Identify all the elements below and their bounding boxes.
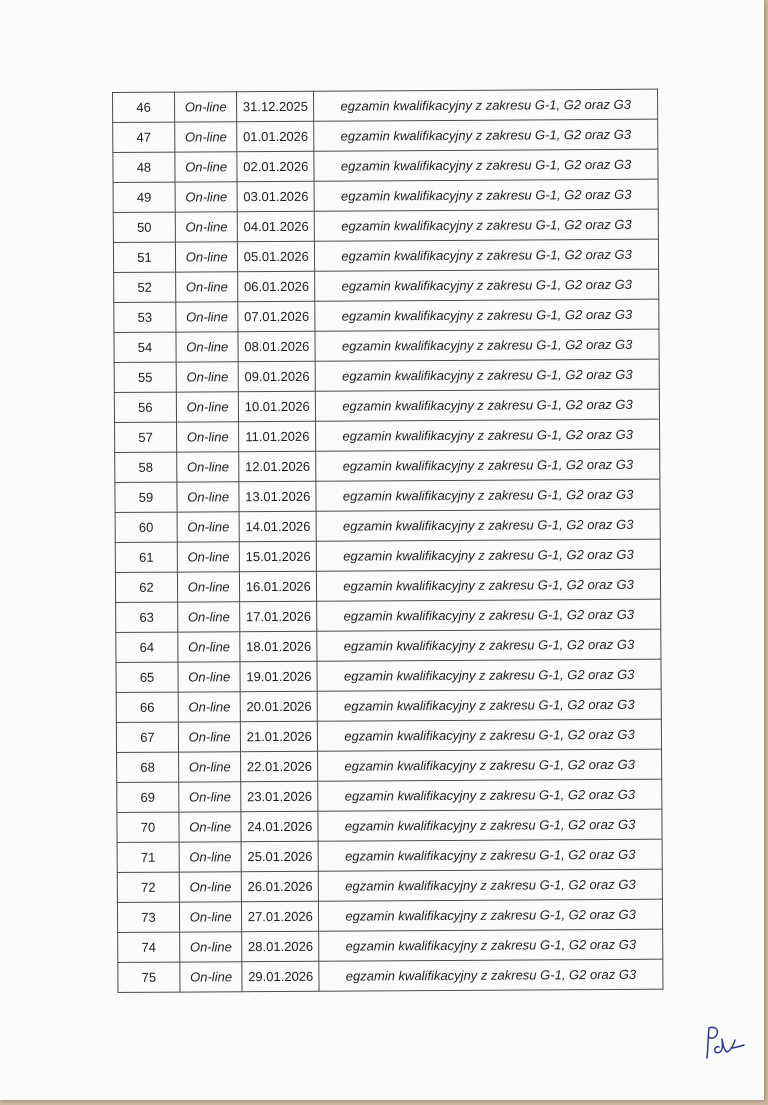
exam-date: 27.01.2026 bbox=[242, 901, 319, 931]
table-row bbox=[117, 869, 662, 902]
table-row bbox=[116, 719, 661, 752]
exam-date: 17.01.2026 bbox=[240, 601, 317, 631]
exam-mode: On-line bbox=[177, 512, 240, 542]
exam-schedule-table bbox=[112, 89, 663, 993]
exam-mode: On-line bbox=[175, 242, 238, 272]
exam-date: 12.01.2026 bbox=[239, 451, 316, 481]
exam-date: 01.01.2026 bbox=[237, 121, 314, 151]
exam-mode: On-line bbox=[177, 482, 240, 512]
row-number: 50 bbox=[113, 212, 175, 242]
table-row bbox=[113, 149, 658, 182]
exam-date: 31.12.2025 bbox=[237, 91, 314, 121]
exam-date: 06.01.2026 bbox=[238, 271, 315, 301]
exam-date: 26.01.2026 bbox=[242, 871, 319, 901]
exam-description: egzamin kwalifikacyjny z zakresu G-1, G2 oraz G3 bbox=[318, 869, 662, 901]
exam-description: egzamin kwalifikacyjny z zakresu G-1, G2 oraz G3 bbox=[317, 629, 661, 661]
exam-date: 22.01.2026 bbox=[241, 751, 318, 781]
row-number: 71 bbox=[117, 842, 179, 872]
row-number: 52 bbox=[114, 272, 176, 302]
table-row bbox=[117, 839, 662, 872]
exam-description: egzamin kwalifikacyjny z zakresu G-1, G2 oraz G3 bbox=[315, 269, 659, 301]
row-number: 51 bbox=[113, 242, 175, 272]
exam-description: egzamin kwalifikacyjny z zakresu G-1, G2 oraz G3 bbox=[316, 509, 660, 541]
exam-description: egzamin kwalifikacyjny z zakresu G-1, G2 oraz G3 bbox=[315, 329, 659, 361]
table-row bbox=[114, 359, 659, 392]
exam-date: 20.01.2026 bbox=[241, 691, 318, 721]
exam-description: egzamin kwalifikacyjny z zakresu G-1, G2 oraz G3 bbox=[316, 479, 660, 511]
table-row bbox=[118, 929, 663, 962]
exam-description: egzamin kwalifikacyjny z zakresu G-1, G2 oraz G3 bbox=[314, 89, 658, 121]
exam-date: 09.01.2026 bbox=[239, 361, 316, 391]
exam-description: egzamin kwalifikacyjny z zakresu G-1, G2 oraz G3 bbox=[319, 899, 663, 931]
table-row bbox=[117, 779, 662, 812]
table-row bbox=[115, 509, 660, 542]
row-number: 55 bbox=[114, 362, 176, 392]
exam-date: 02.01.2026 bbox=[237, 151, 314, 181]
exam-description: egzamin kwalifikacyjny z zakresu G-1, G2 oraz G3 bbox=[314, 119, 658, 151]
exam-mode: On-line bbox=[178, 602, 241, 632]
exam-date: 21.01.2026 bbox=[241, 721, 318, 751]
table-row bbox=[117, 809, 662, 842]
exam-date: 23.01.2026 bbox=[241, 781, 318, 811]
table-row bbox=[115, 419, 660, 452]
exam-mode: On-line bbox=[175, 212, 238, 242]
exam-description: egzamin kwalifikacyjny z zakresu G-1, G2 oraz G3 bbox=[315, 239, 659, 271]
row-number: 48 bbox=[113, 152, 175, 182]
table-row bbox=[117, 749, 662, 782]
exam-mode: On-line bbox=[178, 692, 241, 722]
exam-description: egzamin kwalifikacyjny z zakresu G-1, G2 oraz G3 bbox=[315, 299, 659, 331]
row-number: 54 bbox=[114, 332, 176, 362]
table-row bbox=[114, 269, 659, 302]
exam-date: 07.01.2026 bbox=[238, 301, 315, 331]
exam-date: 19.01.2026 bbox=[240, 661, 317, 691]
exam-description: egzamin kwalifikacyjny z zakresu G-1, G2 oraz G3 bbox=[317, 689, 661, 721]
row-number: 61 bbox=[115, 542, 177, 572]
exam-date: 13.01.2026 bbox=[239, 481, 316, 511]
exam-description: egzamin kwalifikacyjny z zakresu G-1, G2 oraz G3 bbox=[318, 749, 662, 781]
exam-mode: On-line bbox=[179, 782, 242, 812]
table-row bbox=[113, 89, 658, 122]
exam-mode: On-line bbox=[176, 272, 239, 302]
exam-date: 24.01.2026 bbox=[241, 811, 318, 841]
exam-description: egzamin kwalifikacyjny z zakresu G-1, G2 oraz G3 bbox=[319, 959, 663, 991]
table-row bbox=[116, 599, 661, 632]
table-row bbox=[116, 659, 661, 692]
exam-date: 10.01.2026 bbox=[239, 391, 316, 421]
row-number: 75 bbox=[118, 962, 180, 992]
row-number: 68 bbox=[117, 752, 179, 782]
row-number: 62 bbox=[115, 572, 177, 602]
exam-mode: On-line bbox=[178, 662, 241, 692]
table-row bbox=[114, 329, 659, 362]
exam-description: egzamin kwalifikacyjny z zakresu G-1, G2 oraz G3 bbox=[318, 719, 662, 751]
exam-description: egzamin kwalifikacyjny z zakresu G-1, G2 oraz G3 bbox=[314, 179, 658, 211]
exam-mode: On-line bbox=[177, 452, 240, 482]
table-row bbox=[118, 959, 663, 992]
table-row bbox=[117, 899, 662, 932]
table-row bbox=[114, 389, 659, 422]
table-row bbox=[115, 569, 660, 602]
exam-date: 18.01.2026 bbox=[240, 631, 317, 661]
exam-mode: On-line bbox=[180, 932, 243, 962]
row-number: 57 bbox=[115, 422, 177, 452]
row-number: 74 bbox=[118, 932, 180, 962]
row-number: 58 bbox=[115, 452, 177, 482]
table-row bbox=[116, 629, 661, 662]
exam-description: egzamin kwalifikacyjny z zakresu G-1, G2 oraz G3 bbox=[317, 659, 661, 691]
exam-description: egzamin kwalifikacyjny z zakresu G-1, G2 oraz G3 bbox=[316, 419, 660, 451]
exam-mode: On-line bbox=[176, 302, 239, 332]
table-row bbox=[113, 179, 658, 212]
row-number: 53 bbox=[114, 302, 176, 332]
exam-mode: On-line bbox=[179, 842, 242, 872]
exam-description: egzamin kwalifikacyjny z zakresu G-1, G2 oraz G3 bbox=[315, 359, 659, 391]
row-number: 59 bbox=[115, 482, 177, 512]
exam-mode: On-line bbox=[176, 332, 239, 362]
exam-mode: On-line bbox=[174, 92, 237, 122]
table-row bbox=[113, 209, 658, 242]
exam-mode: On-line bbox=[178, 722, 241, 752]
exam-date: 16.01.2026 bbox=[240, 571, 317, 601]
exam-mode: On-line bbox=[178, 752, 241, 782]
exam-mode: On-line bbox=[176, 422, 239, 452]
exam-description: egzamin kwalifikacyjny z zakresu G-1, G2 oraz G3 bbox=[317, 569, 661, 601]
row-number: 47 bbox=[113, 122, 175, 152]
exam-mode: On-line bbox=[179, 872, 242, 902]
table-row bbox=[113, 119, 658, 152]
row-number: 63 bbox=[116, 602, 178, 632]
exam-description: egzamin kwalifikacyjny z zakresu G-1, G2 oraz G3 bbox=[319, 929, 663, 961]
exam-mode: On-line bbox=[176, 362, 239, 392]
table-row bbox=[115, 539, 660, 572]
exam-date: 05.01.2026 bbox=[238, 241, 315, 271]
row-number: 69 bbox=[117, 782, 179, 812]
exam-description: egzamin kwalifikacyjny z zakresu G-1, G2 oraz G3 bbox=[318, 809, 662, 841]
row-number: 66 bbox=[116, 692, 178, 722]
exam-description: egzamin kwalifikacyjny z zakresu G-1, G2 oraz G3 bbox=[314, 209, 658, 241]
exam-date: 04.01.2026 bbox=[238, 211, 315, 241]
table-body bbox=[113, 89, 663, 992]
exam-description: egzamin kwalifikacyjny z zakresu G-1, G2 oraz G3 bbox=[316, 449, 660, 481]
row-number: 72 bbox=[117, 872, 179, 902]
exam-mode: On-line bbox=[180, 962, 243, 992]
row-number: 46 bbox=[113, 92, 175, 122]
exam-description: egzamin kwalifikacyjny z zakresu G-1, G2 oraz G3 bbox=[317, 599, 661, 631]
exam-mode: On-line bbox=[177, 572, 240, 602]
row-number: 70 bbox=[117, 812, 179, 842]
table-row bbox=[115, 449, 660, 482]
exam-description: egzamin kwalifikacyjny z zakresu G-1, G2 oraz G3 bbox=[314, 149, 658, 181]
exam-mode: On-line bbox=[176, 392, 239, 422]
exam-mode: On-line bbox=[177, 542, 240, 572]
exam-mode: On-line bbox=[175, 122, 238, 152]
row-number: 49 bbox=[113, 182, 175, 212]
exam-description: egzamin kwalifikacyjny z zakresu G-1, G2 oraz G3 bbox=[318, 779, 662, 811]
table-row bbox=[113, 239, 658, 272]
exam-date: 11.01.2026 bbox=[239, 421, 316, 451]
row-number: 73 bbox=[117, 902, 179, 932]
row-number: 64 bbox=[116, 632, 178, 662]
exam-date: 28.01.2026 bbox=[242, 931, 319, 961]
table-row bbox=[114, 299, 659, 332]
exam-date: 15.01.2026 bbox=[240, 541, 317, 571]
row-number: 65 bbox=[116, 662, 178, 692]
exam-description: egzamin kwalifikacyjny z zakresu G-1, G2 oraz G3 bbox=[318, 839, 662, 871]
exam-description: egzamin kwalifikacyjny z zakresu G-1, G2 oraz G3 bbox=[316, 389, 660, 421]
exam-mode: On-line bbox=[178, 632, 241, 662]
exam-date: 25.01.2026 bbox=[242, 841, 319, 871]
exam-mode: On-line bbox=[175, 152, 238, 182]
table-row bbox=[116, 689, 661, 722]
exam-date: 29.01.2026 bbox=[242, 961, 319, 991]
exam-date: 03.01.2026 bbox=[237, 181, 314, 211]
exam-mode: On-line bbox=[179, 812, 242, 842]
row-number: 67 bbox=[116, 722, 178, 752]
exam-mode: On-line bbox=[175, 182, 238, 212]
row-number: 60 bbox=[115, 512, 177, 542]
exam-date: 14.01.2026 bbox=[240, 511, 317, 541]
exam-mode: On-line bbox=[179, 902, 242, 932]
row-number: 56 bbox=[114, 392, 176, 422]
table-row bbox=[115, 479, 660, 512]
exam-description: egzamin kwalifikacyjny z zakresu G-1, G2 oraz G3 bbox=[316, 539, 660, 571]
signature-icon bbox=[700, 1022, 748, 1060]
exam-date: 08.01.2026 bbox=[238, 331, 315, 361]
